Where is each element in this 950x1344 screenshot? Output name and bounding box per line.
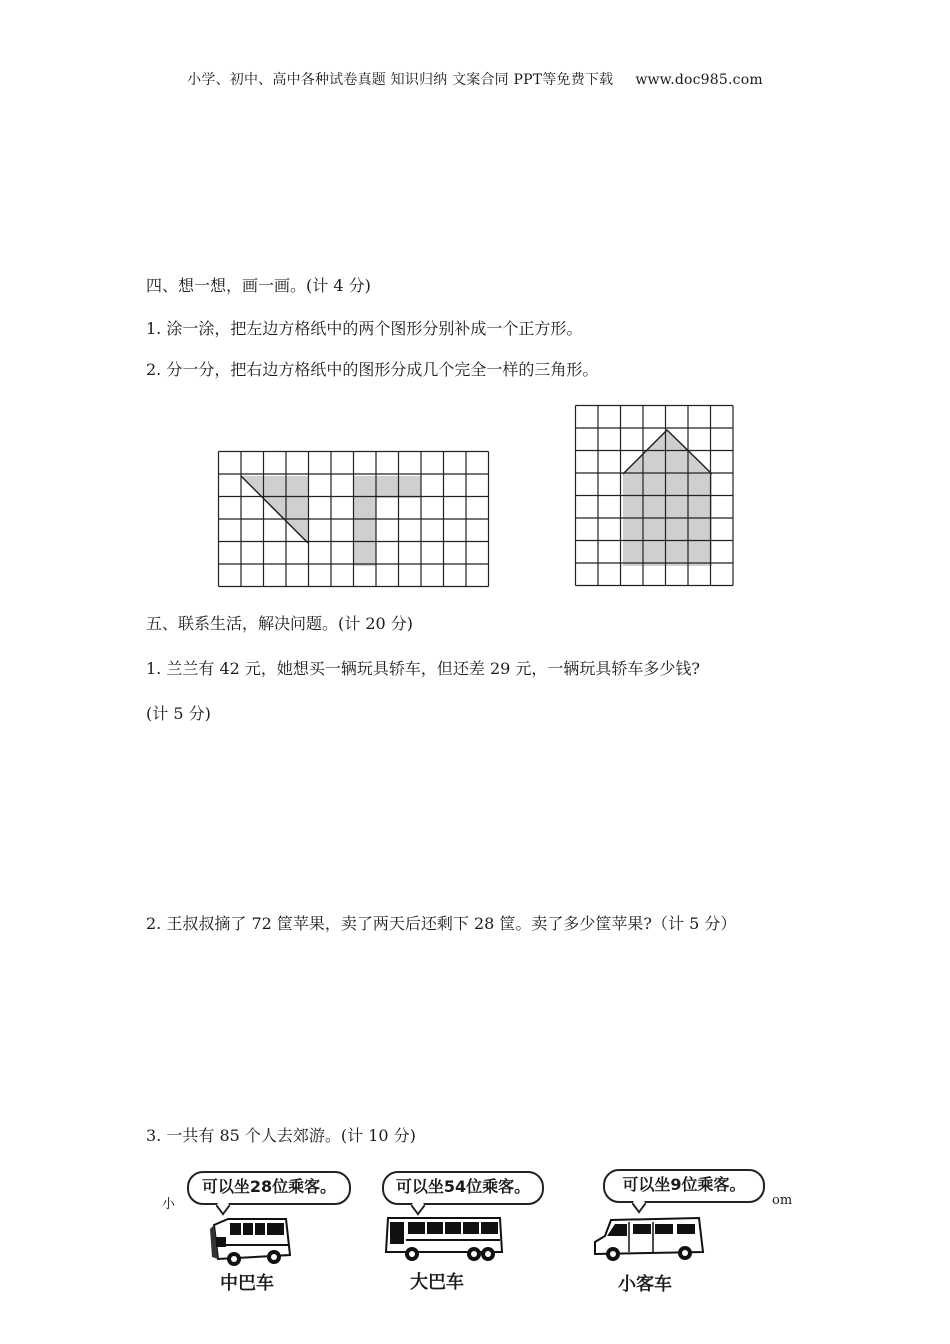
- section4-title: 四、想一想，画一画。(计 4 分): [146, 276, 371, 295]
- medium-bus-icon: [206, 1215, 294, 1267]
- left-grid-lines: [219, 452, 489, 587]
- section5-question-2: 2. 王叔叔摘了 72 筐苹果，卖了两天后还剩下 28 筐。卖了多少筐苹果?（计 5 分）: [146, 914, 737, 933]
- section5-title: 五、联系生活，解决问题。(计 20 分): [146, 614, 414, 633]
- large-bus-icon: [382, 1212, 508, 1264]
- minivan-label: 小客车: [618, 1274, 672, 1295]
- medium-bus-label: 中巴车: [220, 1273, 274, 1294]
- left-grid-figure: [216, 449, 494, 593]
- section5-question-3: 3. 一共有 85 个人去郊游。(计 10 分): [146, 1126, 416, 1145]
- section4-question-1: 1. 涂一涂，把左边方格纸中的两个图形分别补成一个正方形。: [146, 319, 583, 338]
- section5-question-1-score: (计 5 分): [146, 704, 211, 723]
- header-text: 小学、初中、高中各种试卷真题 知识归纳 文案合同 PPT等免费下载: [187, 72, 614, 88]
- bubble-medium-bus: 可以坐28位乘客。: [187, 1171, 351, 1205]
- shaded-triangle: [241, 476, 308, 543]
- bubble-large-bus: 可以坐54位乘客。: [382, 1171, 544, 1205]
- bubble-minivan: 可以坐9位乘客。: [603, 1169, 765, 1203]
- right-grid-figure: [573, 403, 741, 593]
- footer-right: om: [772, 1193, 793, 1208]
- footer-left: 小: [162, 1197, 176, 1212]
- section4-question-2: 2. 分一分，把右边方格纸中的图形分成几个完全一样的三角形。: [146, 360, 599, 379]
- header-site: www.doc985.com: [635, 72, 763, 88]
- page-header: [0, 69, 950, 89]
- section5-question-1: 1. 兰兰有 42 元，她想买一辆玩具轿车，但还差 29 元，一辆玩具轿车多少钱?: [146, 659, 700, 678]
- minivan-icon: [591, 1212, 713, 1264]
- shaded-l-shape: [353, 476, 421, 566]
- large-bus-label: 大巴车: [410, 1272, 464, 1293]
